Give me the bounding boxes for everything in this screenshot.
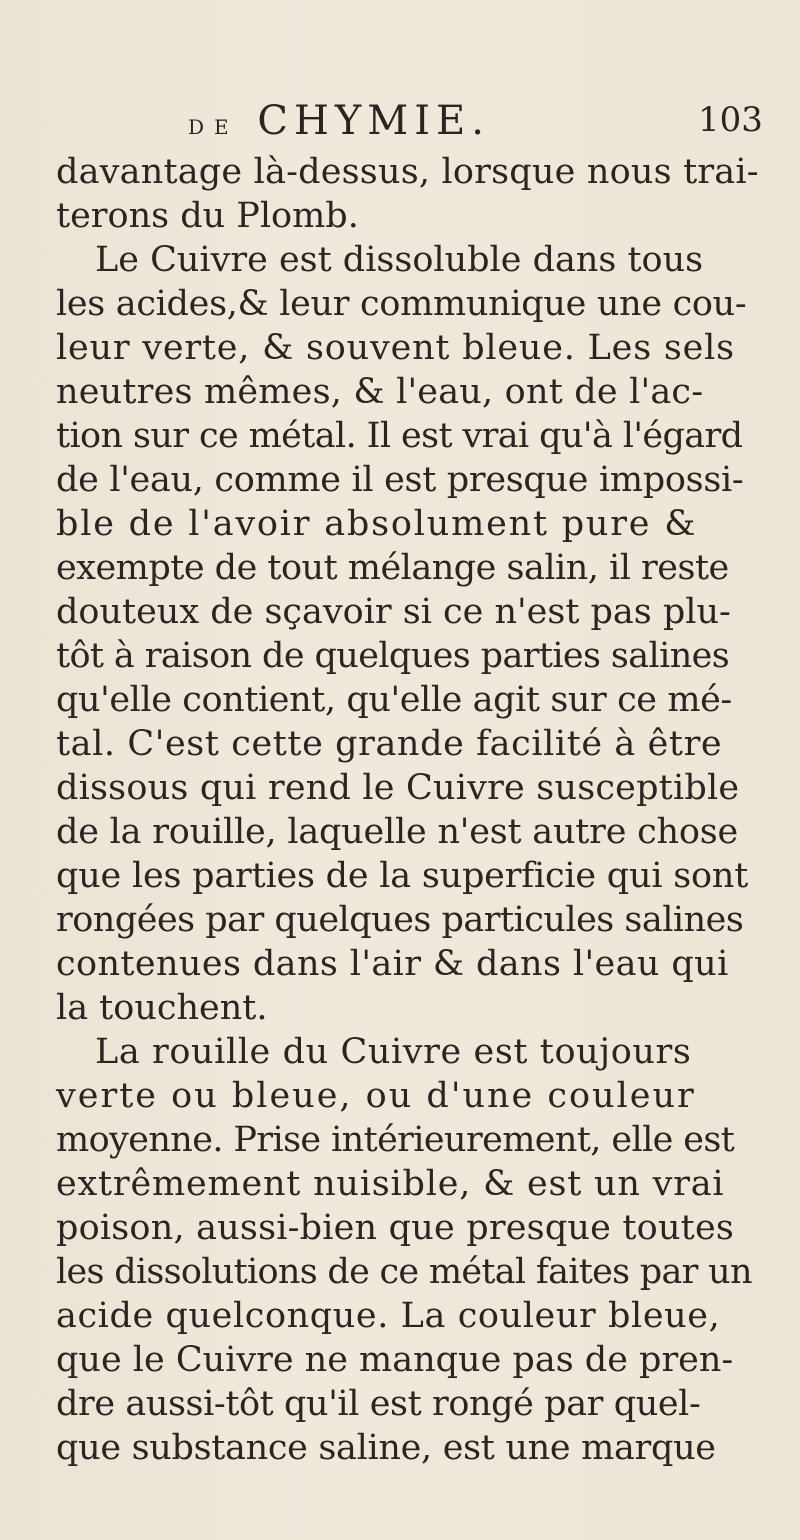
- text-line: dissous qui rend le Cuivre susceptible: [56, 768, 740, 808]
- text-line: les dissolutions de ce métal faites par un: [56, 1252, 752, 1292]
- text-line: que substance saline, est une marque: [56, 1428, 716, 1468]
- text-line: exempte de tout mélange salin, il reste: [56, 548, 729, 588]
- text-line: terons du Plomb.: [56, 196, 359, 236]
- text-line: les acides,& leur communique une cou-: [56, 284, 747, 324]
- page-header: [0, 98, 800, 158]
- text-line: verte ou bleue, ou d'une couleur: [56, 1076, 696, 1116]
- text-line: davantage là-dessus, lorsque nous trai-: [56, 152, 759, 192]
- text-line: que le Cuivre ne manque pas de pren-: [56, 1340, 734, 1380]
- text-line: La rouille du Cuivre est toujours: [95, 1032, 692, 1072]
- text-line: acide quelconque. La couleur bleue,: [56, 1296, 721, 1336]
- text-line: douteux de sçavoir si ce n'est pas plu-: [56, 592, 731, 632]
- text-line: leur verte, & souvent bleue. Les sels: [56, 328, 735, 368]
- text-line: Le Cuivre est dissoluble dans tous: [95, 240, 704, 280]
- text-line: extrêmement nuisible, & est un vrai: [56, 1164, 725, 1204]
- text-line: tion sur ce métal. Il est vrai qu'à l'égard: [56, 416, 743, 456]
- text-line: poison, aussi-bien que presque toutes: [56, 1208, 735, 1248]
- text-line: de la rouille, laquelle n'est autre chose: [56, 812, 739, 852]
- text-line: ble de l'avoir absolument pure &: [56, 504, 698, 544]
- text-line: tôt à raison de quelques parties salines: [56, 636, 730, 676]
- text-line: dre aussi-tôt qu'il est rongé par quel-: [56, 1384, 701, 1424]
- running-head: [188, 98, 490, 144]
- text-line: rongées par quelques particules salines: [56, 900, 744, 940]
- text-line: la touchent.: [56, 988, 268, 1028]
- text-line: contenues dans l'air & dans l'eau qui: [56, 944, 729, 984]
- text-line: que les parties de la superficie qui sont: [56, 856, 749, 896]
- text-line: de l'eau, comme il est presque impossi-: [56, 460, 744, 500]
- text-line: moyenne. Prise intérieurement, elle est: [56, 1120, 735, 1160]
- running-head-prefix: DE: [188, 115, 239, 139]
- text-line: neutres mêmes, & l'eau, ont de l'ac-: [56, 372, 704, 412]
- text-line: tal. C'est cette grande facilité à être: [56, 724, 723, 764]
- page-number: 103: [698, 100, 763, 140]
- running-head-title: CHYMIE.: [257, 98, 490, 144]
- text-line: qu'elle contient, qu'elle agit sur ce mé-: [56, 680, 732, 720]
